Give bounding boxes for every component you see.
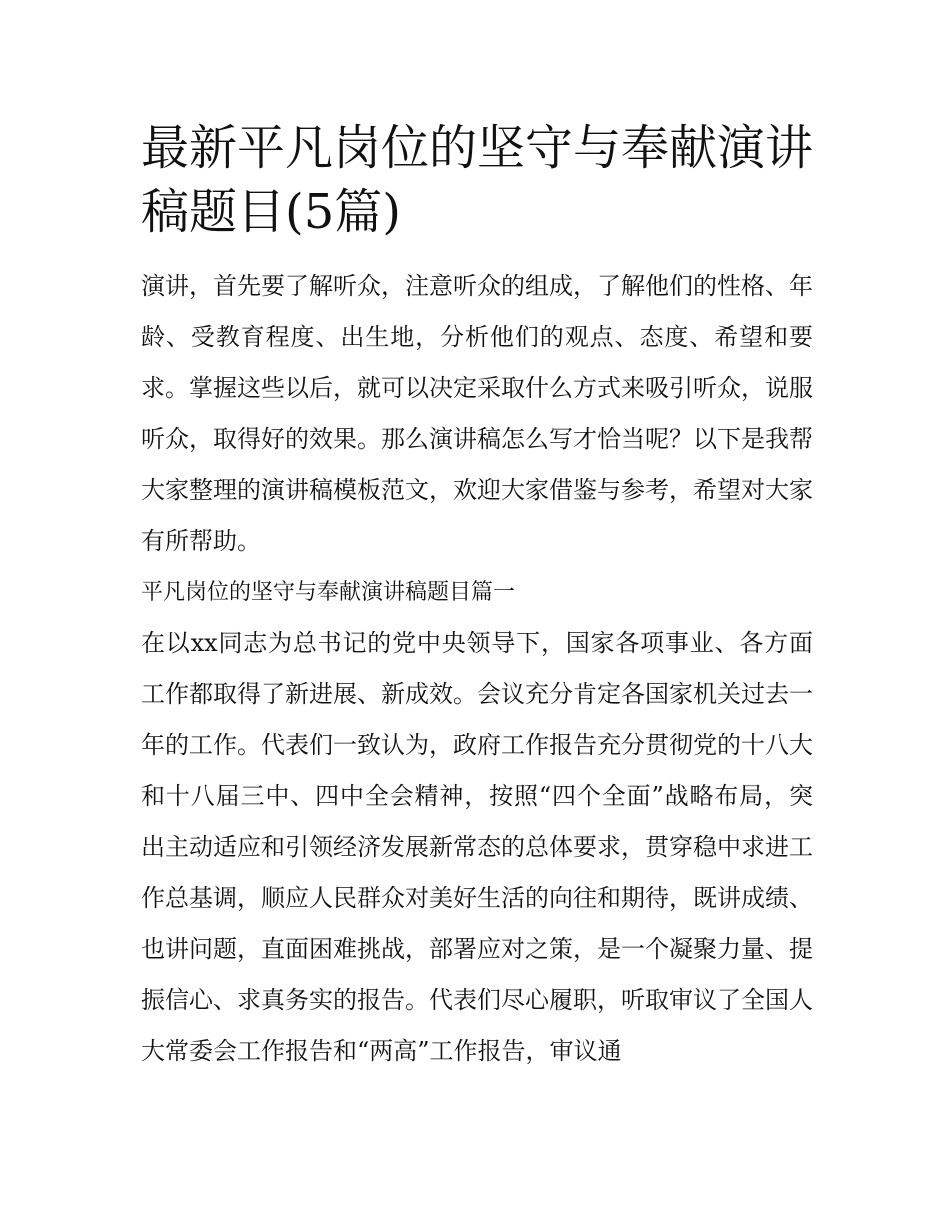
section-heading: 平凡岗位的坚守与奉献演讲稿题目篇一 (141, 580, 516, 605)
document-content (141, 116, 813, 1077)
intro-paragraph: 演讲，首先要了解听众，注意听众的组成，了解他们的性格、年龄、受教育程度、出生地，分析他们的观点、态度、希望和要求。掌握这些以后，就可以决定采取什么方式来吸引听众，说服听众，取得好的效果。那么演讲稿怎么写才恰当呢？以下是我帮大家整理的演讲稿模板范文，欢迎大家借鉴与参考，希望对大家有所帮助。 (141, 272, 813, 555)
body-paragraph: 在以xx同志为总书记的党中央领导下，国家各项事业、各方面工作都取得了新进展、新成效。会议充分肯定各国家机关过去一年的工作。代表们一致认为，政府工作报告充分贯彻党的十八大和十八届三中、四中全会精神，按照“四个全面”战略布局，突出主动适应和引领经济发展新常态的总体要求，贯穿稳中求进工作总基调，顺应人民群众对美好生活的向往和期待，既讲成绩、也讲问题，直面困难挑战，部署应对之策，是一个凝聚力量、提振信心、求真务实的报告。代表们尽心履职，听取审议了全国人大常委会工作报告和“两高”工作报告，审议通 (141, 629, 813, 1065)
document-title: 最新平凡岗位的坚守与奉献演讲稿题目(5篇) (141, 120, 814, 240)
